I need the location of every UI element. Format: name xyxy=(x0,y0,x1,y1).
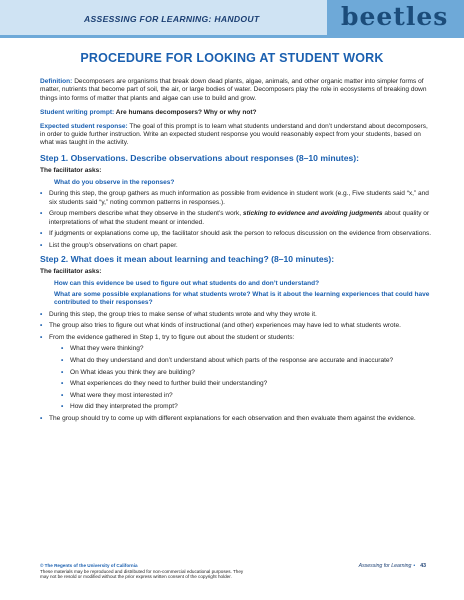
list-item-text: Group members describe what they observe in the student’s work, xyxy=(49,210,243,218)
list-item: • The group also tries to figure out what kinds of instructional (and other) experiences may have led to what students wrote. xyxy=(40,322,432,330)
emphasis-text: sticking to evidence and avoiding judgments xyxy=(242,210,383,218)
list-item xyxy=(40,210,432,227)
expected-response-paragraph xyxy=(40,123,432,148)
license-line: may not be resold or modified without the prior express written consent of the copyright holder. xyxy=(40,574,232,580)
sub-list-item: • How did they interpreted the prompt? xyxy=(49,403,432,411)
list-item-text: about quality or interpretations of what the student meant or intended. xyxy=(49,210,430,226)
license-line: These materials may be reproduced and distributed for non-commercial educational purposes. They xyxy=(40,568,244,574)
prompt-paragraph xyxy=(40,109,432,117)
footer-section: Assessing for Learning xyxy=(358,563,412,569)
step1-facilitator-label: The facilitator asks: xyxy=(40,167,102,175)
step2-heading: Step 2. What does it mean about learning and teaching? (8–10 minutes): xyxy=(40,254,335,265)
footer-page-info xyxy=(359,563,426,569)
footer-copyright xyxy=(40,563,300,580)
header-title: ASSESSING FOR LEARNING: HANDOUT xyxy=(84,14,260,24)
sub-list-item: • What experiences do they need to further build their understanding? xyxy=(49,380,432,388)
expected-response-label: Expected student response: xyxy=(40,122,128,130)
definition-label: Definition: xyxy=(40,78,73,85)
sub-list-item: • On What ideas you think they are building? xyxy=(49,369,432,377)
step2-sub-bullets xyxy=(49,345,432,411)
definition-paragraph xyxy=(40,78,432,103)
prompt-label: Student writing prompt: xyxy=(40,108,115,116)
footer-separator: • xyxy=(413,563,416,569)
page-title: PROCEDURE FOR LOOKING AT STUDENT WORK xyxy=(80,51,384,65)
prompt-text: Are humans decomposers? Why or why not? xyxy=(114,108,257,116)
sub-list-item: • What they were thinking? xyxy=(49,345,432,353)
step2-facilitator-label: The facilitator asks: xyxy=(40,268,102,276)
list-item: • During this step, the group tries to make sense of what students wrote and why they wrote it. xyxy=(40,311,432,319)
list-item: • During this step, the group gathers as much information as possible from evidence in student work (e.g., Five students said “x,” and six students said “y,” noting common patterns in responses.). xyxy=(40,190,432,207)
copyright-line: © The Regents of the University of California xyxy=(40,563,138,568)
expected-response-text: The goal of this prompt is to learn what students understand and don’t understand about decomposers, in order to guide further instruction. Write an expected student response you would reasonably expect from your students, based on what was taught in the activity. xyxy=(40,122,428,147)
definition-text: Decomposers are organisms that break down dead plants, algae, animals, and other organic matter into simpler forms of matter, nutrients that become part of soil, the air, or large bodies of water. Decomposers play the role in ecosystems of breaking down things into forms of matter that plants and algae can use to build and grow. xyxy=(40,78,427,102)
page-number: 43 xyxy=(420,563,426,569)
beetles-logo xyxy=(327,0,464,38)
step1-question: What do you observe in the reponses? xyxy=(54,178,175,186)
logo-text: beetles xyxy=(341,2,449,31)
list-item: • List the group’s observations on chart paper. xyxy=(40,242,432,250)
handout-content xyxy=(40,78,432,427)
list-item: • If judgments or explanations come up, the facilitator should ask the person to refocus discussion on the evidence from observations. xyxy=(40,230,432,238)
step2-bullets xyxy=(40,311,432,424)
list-item xyxy=(40,334,432,412)
step1-heading: Step 1. Observations. Describe observations about responses (8–10 minutes): xyxy=(40,153,360,164)
sub-list-item: • What do they understand and don’t understand about which parts of the response are accurate and inaccurate? xyxy=(49,357,432,365)
step2-question-2: What are some possible explanations for what students wrote? What is it about the learning experiences that could have contributed to their responses? xyxy=(54,290,430,307)
sub-list-item: • What were they most interested in? xyxy=(49,392,432,400)
list-item-text: From the evidence gathered in Step 1, try to figure out about the student or students: xyxy=(49,333,295,341)
list-item: • The group should try to come up with different explanations for each observation and then evaluate them against the evidence. xyxy=(40,415,432,423)
step2-question-1: How can this evidence be used to figure out what students do and don’t understand? xyxy=(54,279,320,287)
step1-bullets xyxy=(40,190,432,250)
